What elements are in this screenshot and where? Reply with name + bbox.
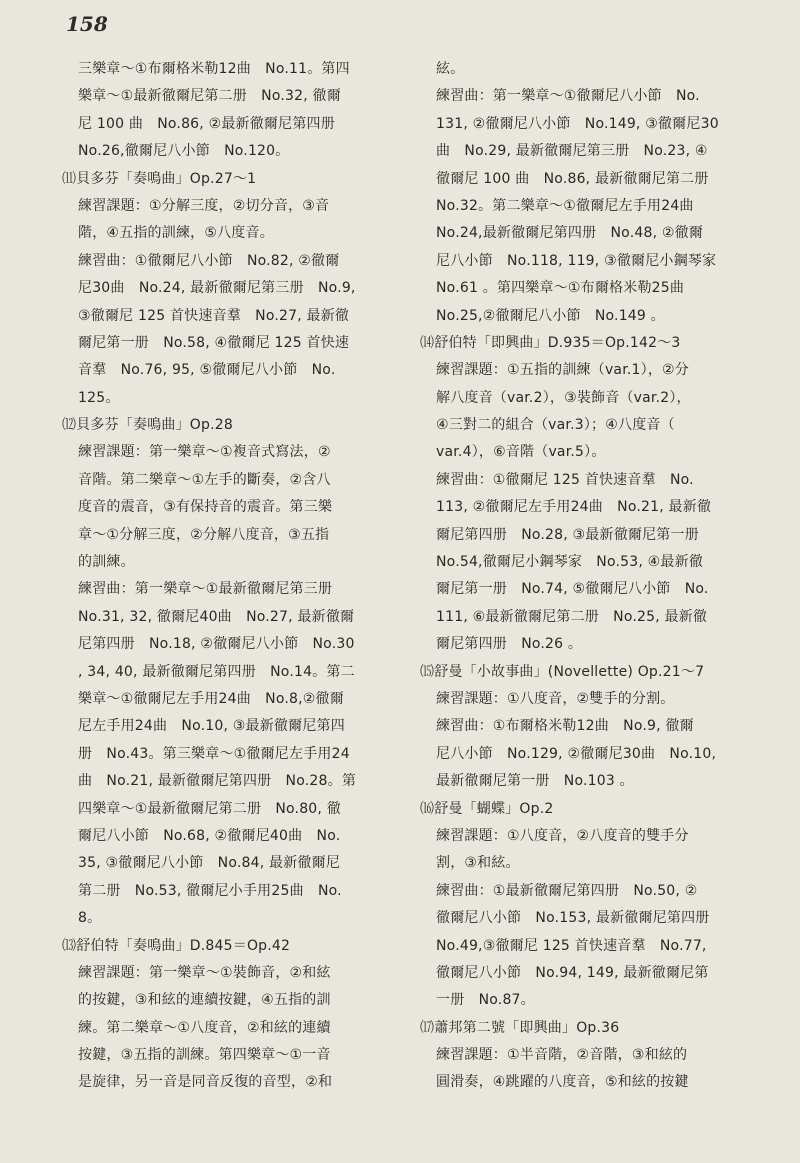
text-line: 35, ③徹爾尼八小節 No.84, 最新徹爾尼 (78, 855, 341, 872)
text-line: 尼八小節 No.118, 119, ③徹爾尼小鋼琴家 (436, 252, 717, 269)
text-line: 音羣 No.76, 95, ⑤徹爾尼八小節 No. (78, 362, 336, 379)
text-line: No.25,②徹爾尼八小節 No.149 。 (436, 307, 665, 324)
text-line: 練習課題：第一樂章～①複音式寫法，② (78, 444, 331, 461)
text-line: ③徹爾尼 125 首快速音羣 No.27, 最新徹 (78, 307, 350, 324)
text-line: 章～①分解三度，②分解八度音，③五指 (78, 526, 330, 543)
text-line: 的按鍵，③和絃的連續按鍵，④五指的訓 (78, 992, 331, 1009)
text-line: 第二册 No.53, 徹爾尼小手用25曲 No. (78, 882, 342, 899)
text-line: 練習課題：①分解三度，②切分音，③音 (78, 197, 330, 214)
text-line: 三樂章～①布爾格米勒12曲 No.11。第四 (78, 61, 350, 77)
text-line: 練習曲：第一樂章～①最新徹爾尼第三册 (78, 581, 333, 598)
text-line: 練。第二樂章～①八度音，②和絃的連續 (78, 1019, 331, 1036)
text-line: No.32。第二樂章～①徹爾尼左手用24曲 (436, 197, 694, 214)
text-line: 練習課題：第一樂章～①裝飾音，②和絃 (78, 964, 331, 981)
right-column (420, 56, 750, 1097)
text-line: 爾尼第四册 No.26 。 (436, 636, 583, 653)
text-line: 爾尼第一册 No.74, ⑤徹爾尼八小節 No. (436, 581, 709, 598)
text-line: 度音的震音，③有保持音的震音。第三樂 (78, 499, 333, 516)
text-line: 徹爾尼 100 曲 No.86, 最新徹爾尼第二册 (436, 170, 709, 187)
text-line: 練習曲：第一樂章～①徹爾尼八小節 No. (436, 88, 700, 105)
text-line: 圓滑奏，④跳躍的八度音，⑤和絃的按鍵 (436, 1074, 689, 1091)
entry-heading: ⑿貝多芬「奏鳴曲」Op.28 (62, 417, 233, 434)
text-line: 樂章～①徹爾尼左手用24曲 No.8,②徹爾 (78, 690, 344, 707)
text-line: 尼左手用24曲 No.10, ③最新徹爾尼第四 (78, 718, 345, 735)
text-line: 爾尼第四册 No.28, ③最新徹爾尼第一册 (436, 526, 699, 543)
text-line: 按鍵，③五指的訓練。第四樂章～①一音 (78, 1047, 331, 1064)
text-line: 練習課題：①八度音，②雙手的分割。 (436, 690, 675, 707)
entry-heading: ⒁舒伯特「即興曲」D.935＝Op.142～3 (420, 334, 681, 351)
text-line: 册 No.43。第三樂章～①徹爾尼左手用24 (78, 745, 350, 762)
text-line: 四樂章～①最新徹爾尼第二册 No.80, 徹 (78, 800, 341, 817)
text-line: 練習曲：①徹爾尼 125 首快速音羣 No. (436, 471, 694, 488)
text-line: 練習課題：①五指的訓練（var.1），②分 (436, 362, 689, 379)
text-line: No.54,徹爾尼小鋼琴家 No.53, ④最新徹 (436, 554, 704, 571)
text-line: No.24,最新徹爾尼第四册 No.48, ②徹爾 (436, 225, 704, 242)
text-line: 最新徹爾尼第一册 No.103 。 (436, 773, 634, 790)
text-line: 尼第四册 No.18, ②徹爾尼八小節 No.30 (78, 636, 355, 653)
text-line: 練習曲：①布爾格米勒12曲 No.9, 徹爾 (436, 718, 694, 735)
text-line: No.26,徹爾尼八小節 No.120。 (78, 143, 290, 160)
text-line: 徹爾尼八小節 No.153, 最新徹爾尼第四册 (436, 910, 710, 927)
text-line: 的訓練。 (78, 554, 135, 571)
entry-heading: ⒃舒曼「蝴蝶」Op.2 (420, 800, 554, 817)
left-column (62, 56, 390, 1097)
text-line: 絃。 (436, 61, 465, 77)
text-line: 練習曲：①最新徹爾尼第四册 No.50, ② (436, 882, 698, 899)
text-line: 是旋律，另一音是同音反復的音型，②和 (78, 1074, 333, 1091)
text-line: 練習曲：①徹爾尼八小節 No.82, ②徹爾 (78, 252, 340, 269)
text-line: var.4），⑥音階（var.5）。 (436, 444, 606, 461)
text-line: 8。 (78, 910, 102, 927)
entry-heading: ⒂舒曼「小故事曲」(Novellette) Op.21～7 (420, 663, 705, 680)
text-line: 爾尼八小節 No.68, ②徹爾尼40曲 No. (78, 827, 341, 844)
entry-heading: ⑾貝多芬「奏鳴曲」Op.27～1 (62, 170, 257, 187)
text-line: 解八度音（var.2），③裝飾音（var.2）， (436, 389, 691, 406)
text-line: ④三對二的組合（var.3）；④八度音（ (436, 417, 675, 434)
text-line: 尼30曲 No.24, 最新徹爾尼第三册 No.9, (78, 280, 356, 297)
page-number: 158 (66, 12, 108, 36)
entry-heading: ⒄蕭邦第二號「即興曲」Op.36 (420, 1019, 620, 1036)
text-line: 爾尼第一册 No.58, ④徹爾尼 125 首快速 (78, 334, 350, 351)
text-line: , 34, 40, 最新徹爾尼第四册 No.14。第二 (78, 663, 355, 680)
text-line: 111, ⑥最新徹爾尼第二册 No.25, 最新徹 (436, 608, 708, 625)
text-line: 練習課題：①半音階，②音階，③和絃的 (436, 1047, 688, 1064)
text-line: No.61 。第四樂章～①布爾格米勒25曲 (436, 280, 685, 297)
text-line: 階，④五指的訓練，⑤八度音。 (78, 225, 274, 242)
text-line: 樂章～①最新徹爾尼第二册 No.32, 徹爾 (78, 88, 341, 105)
text-line: 曲 No.21, 最新徹爾尼第四册 No.28。第 (78, 773, 357, 790)
text-line: 曲 No.29, 最新徹爾尼第三册 No.23, ④ (436, 143, 708, 160)
text-line: 113, ②徹爾尼左手用24曲 No.21, 最新徹 (436, 499, 712, 516)
text-line: 125。 (78, 389, 120, 406)
text-line: 131, ②徹爾尼八小節 No.149, ③徹爾尼30 (436, 115, 719, 132)
text-line: 尼 100 曲 No.86, ②最新徹爾尼第四册 (78, 115, 335, 132)
text-line: 練習課題：①八度音，②八度音的雙手分 (436, 827, 689, 844)
text-line: No.31, 32, 徹爾尼40曲 No.27, 最新徹爾 (78, 608, 355, 625)
text-line: No.49,③徹爾尼 125 首快速音羣 No.77, (436, 937, 707, 954)
text-line: 割，③和絃。 (436, 855, 520, 872)
entry-heading: ⒀舒伯特「奏鳴曲」D.845＝Op.42 (62, 937, 291, 954)
text-line: 徹爾尼八小節 No.94, 149, 最新徹爾尼第 (436, 964, 709, 981)
text-line: 尼八小節 No.129, ②徹爾尼30曲 No.10, (436, 745, 717, 762)
text-line: 一册 No.87。 (436, 992, 535, 1009)
text-line: 音階。第二樂章～①左手的斷奏，②含八 (78, 471, 331, 488)
